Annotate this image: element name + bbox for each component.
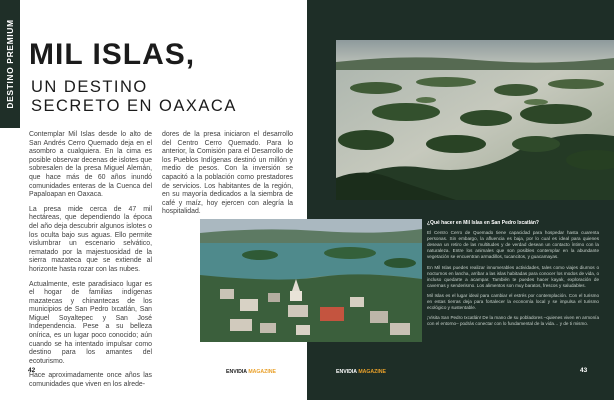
brand-magazine: MAGAZINE <box>358 369 386 375</box>
body-column-2 <box>162 131 293 223</box>
page-number-right: 43 <box>580 367 588 374</box>
sidebar-paragraph: ¡Visita San Pedro Ixcatlán! De la mano de su pobladores –quienes viven en armonía con el entorno– podrás conectar con lo fundamental de la vida… y de ti mismo. <box>427 315 599 327</box>
article-subtitle <box>31 78 237 116</box>
footer-brand-right <box>336 369 386 375</box>
body-paragraph: La presa mide cerca de 47 mil hectáreas, que dependiendo la época del año deja descubrir algunos islotes o los oculta bajo sus aguas. Ello permite vislumbrar un escenario selvático, rematado por la majestuosidad de la sierra mazateca que se extiende al horizonte hasta rozar con las nubes. <box>29 205 152 273</box>
article-title: MIL ISLAS, <box>29 38 196 71</box>
sidebar-heading: ¿Qué hacer en Mil Islas en San Pedro Ixcatlán? <box>427 220 539 226</box>
section-label: DESTINO PREMIUM <box>5 19 15 109</box>
brand-name: ENVIDIA <box>226 369 247 375</box>
sidebar-paragraph: El Centro Cerro de Quemado tiene capacidad para hospedar hasta cuarenta personas. Sin embargo, la afluencia es baja, por lo cual es ideal para quienes desean un retiro de las multitudes y de verdad desean un contacto íntimo con la naturaleza. Entre los animales que son posibles contemplar en la abundante vegetación se encuentran armadillos, tucancitos, y guacamayas. <box>427 230 599 260</box>
town-lake-photo <box>200 219 422 342</box>
sidebar-paragraph: Mil Islas es el lugar ideal para cambiar el estrés por contemplación. Con el turismo en estas tierras deja para fortalecer la economía local y se impulsa el turismo ecológico y sustentable. <box>427 292 599 311</box>
sidebar-box <box>427 220 599 331</box>
brand-magazine: MAGAZINE <box>248 369 276 375</box>
aerial-islands-photo <box>336 40 614 200</box>
section-tab <box>0 0 20 128</box>
brand-name: ENVIDIA <box>336 369 357 375</box>
sidebar-paragraph: En Mil Islas puedes realizar innumerables actividades, tales como viajes diurnos o nocturnos en lancha, arribar a las islas habitadas para conocer los modos de vida, o incluso quedarte a acampar. También te puedes hacer kayak, exploración de cavernas y senderismo. Los alimentos son muy baratos, frescos y saludables. <box>427 264 599 288</box>
body-paragraph: dores de la presa iniciaron el desarrollo del Centro Cerro Quemado. Para lo anterior, la Comisión para el Desarrollo de los Pueblos Indígenas destinó un millón y medio de pesos. Con la inversión se capacitó a la población como prestadores de servicios. Los habitantes de la región, en su mayoría dedicados a la siembra de café y maíz, hoy ejercen con alegría la hospitalidad. <box>162 131 293 216</box>
subtitle-line: SECRETO EN OAXACA <box>31 97 237 115</box>
footer-brand-left <box>226 369 276 375</box>
page-number-left: 42 <box>28 367 36 374</box>
body-paragraph: Hace aproximadamente once años las comunidades que viven en los alrede- <box>29 372 152 389</box>
body-paragraph: Contemplar Mil Islas desde lo alto de San Andrés Cerro Quemado deja en el asombro a cualquiera. En la cima es posible observar decenas de islotes que sobresalen de la presa Miguel Alemán, que hace más de 60 años inundó comunidades enteras de la Cuenca del Papaloapan en Oaxaca. <box>29 131 152 199</box>
subtitle-line: UN DESTINO <box>31 78 148 96</box>
body-column-1 <box>29 131 152 396</box>
body-paragraph: Actualmente, este paradisiaco lugar es el hogar de familias indígenas mazatecas y chinantecas de los municipios de San Pedro Ixcatlán, San Miguel Soyaltepec y San José Independencia. Pese a su belleza onírica, es un lugar poco conocido; aún cuando se ha intentado impulsar como destino para los amantes del ecoturismo. <box>29 280 152 365</box>
